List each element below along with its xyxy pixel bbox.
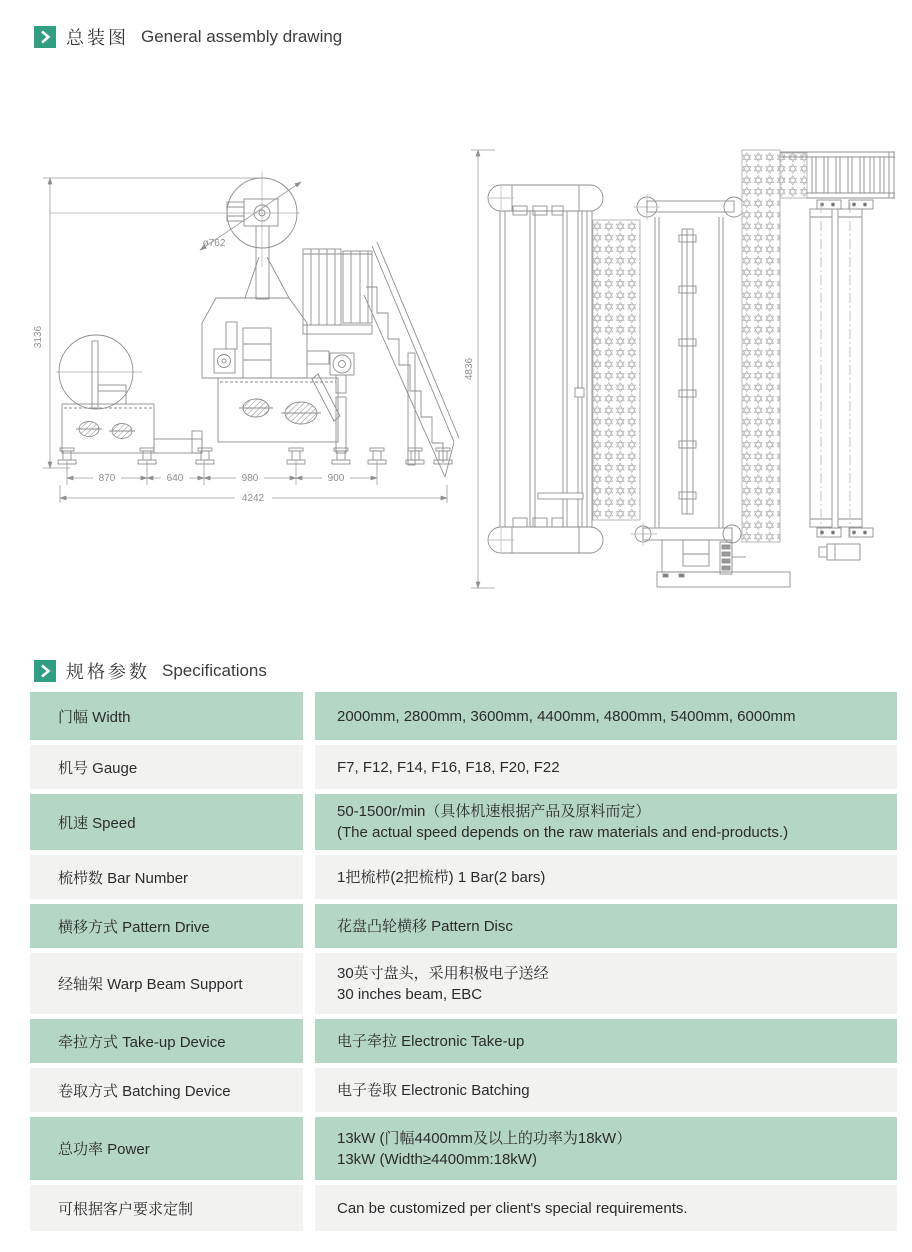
table-row-take-up: [30, 1019, 897, 1063]
spec-value-line: 电子牵拉 Electronic Take-up: [337, 1032, 525, 1050]
spec-value: [315, 1185, 897, 1231]
spec-value: [315, 1019, 897, 1063]
spec-value-line: 30 inches beam, EBC: [337, 985, 483, 1003]
table-row-customization: [30, 1185, 897, 1231]
spec-label: 机号 Gauge: [30, 745, 303, 789]
fabric-band-left: [593, 220, 640, 520]
spec-label: 经轴架 Warp Beam Support: [30, 953, 303, 1014]
dim-4836: 4836: [465, 357, 475, 381]
table-row-bar-number: [30, 855, 897, 899]
table-row-gauge: [30, 745, 897, 789]
dim-3136: 3136: [33, 325, 44, 349]
spec-value: [315, 745, 897, 789]
spec-value-line: 花盘凸轮横移 Pattern Disc: [337, 917, 513, 935]
centerlines: [50, 172, 300, 372]
dim-4242: 4242: [241, 493, 265, 504]
dim-900: 900: [327, 473, 345, 484]
table-row-speed: [30, 794, 897, 850]
fabric-band-right: [742, 150, 780, 542]
table-row-power: [30, 1117, 897, 1180]
dim-870: 870: [98, 473, 116, 484]
warp-beam-unit: [488, 185, 603, 553]
spec-table: [30, 692, 897, 1231]
spec-value: [315, 794, 897, 850]
machine-head: [202, 298, 307, 378]
chevron-right-icon: [34, 660, 56, 682]
spec-label: 机速 Speed: [30, 794, 303, 850]
chevron-right-icon: [34, 26, 56, 48]
spec-label: 横移方式 Pattern Drive: [30, 904, 303, 948]
table-row-width: [30, 692, 897, 740]
stairs: [364, 242, 459, 477]
spec-value: [315, 904, 897, 948]
spec-value-line: 1把梳栉(2把梳栉) 1 Bar(2 bars): [337, 868, 546, 886]
platform-railing: [303, 249, 372, 334]
dim-diameter: ø762: [202, 238, 226, 249]
take-up-assembly: [307, 351, 354, 453]
machine-body: [218, 378, 338, 442]
spec-label: 总功率 Power: [30, 1117, 303, 1180]
spec-value-line: 30英寸盘头，采用积极电子送经: [337, 964, 549, 982]
spec-value: [315, 692, 897, 740]
section-header-specifications: [34, 658, 267, 684]
assembly-drawing-side-view: [30, 145, 460, 525]
fabric-block: [780, 153, 807, 198]
batching-rollers: [810, 200, 873, 560]
table-row-warp-beam: [30, 953, 897, 1014]
spec-value-line: 13kW (Width≥4400mm:18kW): [337, 1150, 537, 1168]
spec-value-line: Can be customized per client's special requirements.: [337, 1199, 688, 1217]
machine-feet: [58, 448, 452, 464]
dimension-labels: [465, 357, 475, 380]
spec-value-line: 50-1500r/min（具体机速根据产品及原料而定）: [337, 803, 651, 820]
spec-value-line: (The actual speed depends on the raw materials and end-products.): [337, 824, 789, 841]
assembly-drawing-plan-view: [465, 140, 912, 605]
spec-label: 牵拉方式 Take-up Device: [30, 1019, 303, 1063]
spec-value: [315, 1068, 897, 1112]
dim-640: 640: [166, 473, 184, 484]
section-title-en: General assembly drawing: [141, 27, 343, 46]
section-header-assembly: [34, 24, 342, 50]
table-row-pattern-drive: [30, 904, 897, 948]
spec-value-line: F7, F12, F14, F16, F18, F20, F22: [337, 758, 560, 776]
section-title-en: Specifications: [162, 661, 267, 680]
warp-beam-left: [59, 335, 202, 453]
spec-value-line: 电子卷取 Electronic Batching: [337, 1081, 530, 1099]
spec-label: 卷取方式 Batching Device: [30, 1068, 303, 1112]
section-title-zh: 总装图: [66, 28, 129, 48]
spec-label: 可根据客户要求定制: [30, 1185, 303, 1231]
spec-value: [315, 855, 897, 899]
dim-980: 980: [241, 473, 259, 484]
spec-value-line: 13kW (门幅4400mm及以上的功率为18kW）: [337, 1129, 632, 1147]
spec-label: 门幅 Width: [30, 692, 303, 740]
spec-label: 梳栉数 Bar Number: [30, 855, 303, 899]
table-row-batching: [30, 1068, 897, 1112]
section-title-zh: 规格参数: [66, 662, 150, 682]
dimension-lines: [43, 178, 447, 503]
spec-value-line: 2000mm, 2800mm, 3600mm, 4400mm, 4800mm, 5400mm, 6000mm: [337, 707, 796, 725]
spec-value: [315, 1117, 897, 1180]
spec-value: [315, 953, 897, 1014]
